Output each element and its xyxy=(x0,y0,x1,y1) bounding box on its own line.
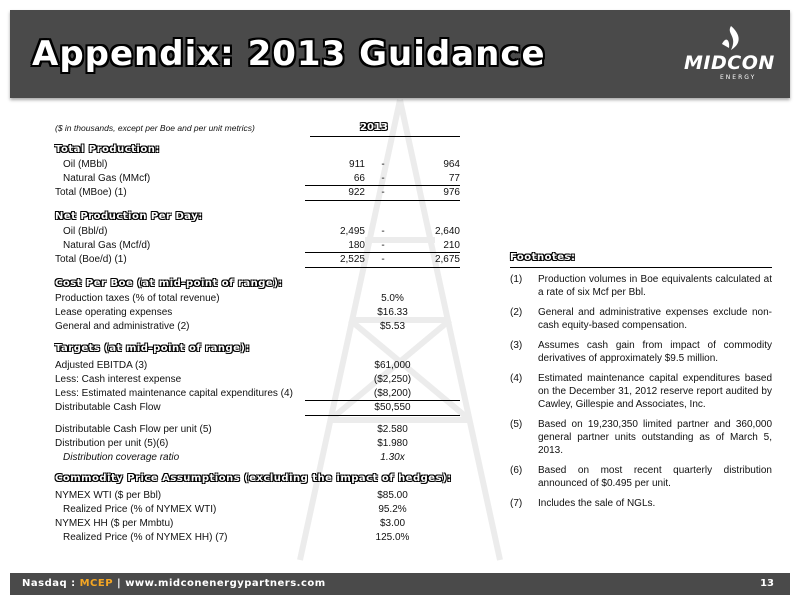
row-label: Distribution coverage ratio xyxy=(63,452,180,463)
footer-website-link[interactable]: www.midconenergypartners.com xyxy=(125,578,326,589)
row-value: $1.980 xyxy=(377,438,408,449)
footnote-item xyxy=(510,464,772,490)
table-row xyxy=(55,423,460,437)
logo-subtitle: ENERGY xyxy=(720,74,757,81)
table-row xyxy=(55,401,460,415)
row-label: Adjusted EBITDA (3) xyxy=(55,360,148,371)
row-value: 95.2% xyxy=(378,504,407,515)
row-dash: - xyxy=(381,159,385,170)
table-row xyxy=(55,451,460,465)
row-low: 2,525 xyxy=(339,254,365,265)
footnote-number: (6) xyxy=(510,465,523,476)
row-label: Production taxes (% of total revenue) xyxy=(55,293,220,304)
page-number: 13 xyxy=(760,578,774,589)
row-label: Distributable Cash Flow xyxy=(55,402,161,413)
footnote-number: (4) xyxy=(510,373,523,384)
footnote-text: General and administrative expenses exclude non-cash equity-based compensation. xyxy=(538,307,772,331)
row-label: NYMEX HH ($ per Mmbtu) xyxy=(55,518,174,529)
table-row xyxy=(55,373,460,387)
row-label: Less: Estimated maintenance capital expenditures (4) xyxy=(55,388,293,399)
row-value: $50,550 xyxy=(374,402,411,413)
table-row xyxy=(55,320,460,334)
row-high: 2,675 xyxy=(434,254,460,265)
row-label: General and administrative (2) xyxy=(55,321,190,332)
section-net-production: Net Production Per Day: xyxy=(55,211,203,222)
row-label: Total (MBoe) (1) xyxy=(55,187,127,198)
footnote-number: (3) xyxy=(510,340,523,351)
row-label: NYMEX WTI ($ per Bbl) xyxy=(55,490,162,501)
table-row xyxy=(55,489,460,503)
row-dash: - xyxy=(381,254,385,265)
row-high: 2,640 xyxy=(434,226,460,237)
row-value: $3.00 xyxy=(379,518,406,529)
row-label: Total (Boe/d) (1) xyxy=(55,254,127,265)
footnote-number: (7) xyxy=(510,498,523,509)
footnote-text: Assumes cash gain from impact of commodity derivatives of approximately $9.5 million. xyxy=(538,340,772,364)
logo-wordmark: MIDCON xyxy=(684,52,775,74)
midcon-logo xyxy=(680,24,780,98)
row-value: $61,000 xyxy=(374,360,411,371)
row-dash: - xyxy=(381,226,385,237)
footer-exchange: Nasdaq : xyxy=(22,578,80,589)
footnote-item xyxy=(510,418,772,457)
row-label: Distribution per unit (5)(6) xyxy=(55,438,169,449)
section-cost-per-boe: Cost Per Boe (at mid-point of range): xyxy=(55,278,283,289)
row-label: Lease operating expenses xyxy=(55,307,173,318)
table-row xyxy=(55,359,460,373)
row-value: 1.30x xyxy=(380,452,405,463)
row-low: 2,495 xyxy=(339,226,365,237)
footer-info xyxy=(22,578,326,589)
table-caption: ($ in thousands, except per Boe and per unit metrics) xyxy=(55,123,255,133)
table-row xyxy=(55,292,460,306)
row-high: 210 xyxy=(443,240,460,251)
row-dash: - xyxy=(381,173,385,184)
page-title: Appendix: 2013 Guidance xyxy=(32,34,546,74)
total-line xyxy=(305,267,460,268)
row-value: $85.00 xyxy=(377,490,408,501)
table-row xyxy=(55,239,460,253)
year-header: 2013 xyxy=(360,122,388,133)
footnote-item xyxy=(510,273,772,299)
row-low: 922 xyxy=(348,187,365,198)
row-value: 125.0% xyxy=(375,532,410,543)
row-label: Natural Gas (Mcf/d) xyxy=(63,240,151,251)
row-value: ($8,200) xyxy=(373,388,412,399)
table-row xyxy=(55,172,460,186)
footnote-number: (2) xyxy=(510,307,523,318)
footnote-number: (1) xyxy=(510,274,523,285)
row-value: $2.580 xyxy=(377,424,408,435)
row-high: 77 xyxy=(448,173,460,184)
footnote-item xyxy=(510,339,772,365)
footer-bar xyxy=(10,573,790,595)
table-row xyxy=(55,387,460,401)
row-label: Oil (Bbl/d) xyxy=(63,226,108,237)
row-low: 66 xyxy=(353,173,365,184)
row-low: 911 xyxy=(349,159,365,170)
footnotes-panel xyxy=(510,251,772,517)
footnotes-rule xyxy=(510,267,772,268)
row-label: Natural Gas (MMcf) xyxy=(63,173,151,184)
footer-ticker: MCEP xyxy=(79,578,114,589)
table-row xyxy=(55,437,460,451)
row-label: Realized Price (% of NYMEX HH) (7) xyxy=(63,532,228,543)
table-row xyxy=(55,253,460,267)
row-high: 976 xyxy=(443,187,460,198)
row-dash: - xyxy=(381,187,385,198)
year-underline xyxy=(310,136,460,137)
footnotes-title: Footnotes: xyxy=(510,252,576,263)
total-line xyxy=(305,415,460,416)
footnote-text: Estimated maintenance capital expenditures based on the December 31, 2012 reserve report audited by Cawley, Gillespie and Associates, Inc. xyxy=(538,373,772,410)
table-row xyxy=(55,158,460,172)
table-row xyxy=(55,306,460,320)
row-high: 964 xyxy=(443,159,460,170)
footnote-number: (5) xyxy=(510,419,523,430)
title-bar xyxy=(10,10,790,98)
total-line xyxy=(305,200,460,201)
section-total-production: Total Production: xyxy=(55,144,160,155)
row-label: Oil (MBbl) xyxy=(63,159,108,170)
table-row xyxy=(55,186,460,200)
table-row xyxy=(55,517,460,531)
row-value: ($2,250) xyxy=(373,374,412,385)
section-targets: Targets (at mid-point of range): xyxy=(55,343,250,354)
footnote-text: Includes the sale of NGLs. xyxy=(538,498,656,509)
table-row xyxy=(55,225,460,239)
row-dash: - xyxy=(381,240,385,251)
row-value: 5.0% xyxy=(381,293,404,304)
footnote-item xyxy=(510,306,772,332)
footnote-text: Based on 19,230,350 limited partner and 360,000 general partner units outstanding as of March 5, 2013. xyxy=(538,419,772,456)
footnote-text: Production volumes in Boe equivalents calculated at a rate of six Mcf per Bbl. xyxy=(538,274,772,298)
row-label: Less: Cash interest expense xyxy=(55,374,182,385)
row-label: Realized Price (% of NYMEX WTI) xyxy=(63,504,217,515)
table-row xyxy=(55,531,460,545)
footer-separator: | xyxy=(113,578,126,589)
footnote-text: Based on most recent quarterly distribution announced of $0.495 per unit. xyxy=(538,465,772,489)
row-value: $16.33 xyxy=(377,307,408,318)
row-value: $5.53 xyxy=(379,321,406,332)
flame-icon xyxy=(716,24,746,52)
section-commodity: Commodity Price Assumptions (excluding the impact of hedges): xyxy=(55,473,452,484)
row-low: 180 xyxy=(348,240,365,251)
row-label: Distributable Cash Flow per unit (5) xyxy=(55,424,212,435)
table-row xyxy=(55,503,460,517)
footnote-item xyxy=(510,497,772,510)
footnote-item xyxy=(510,372,772,411)
